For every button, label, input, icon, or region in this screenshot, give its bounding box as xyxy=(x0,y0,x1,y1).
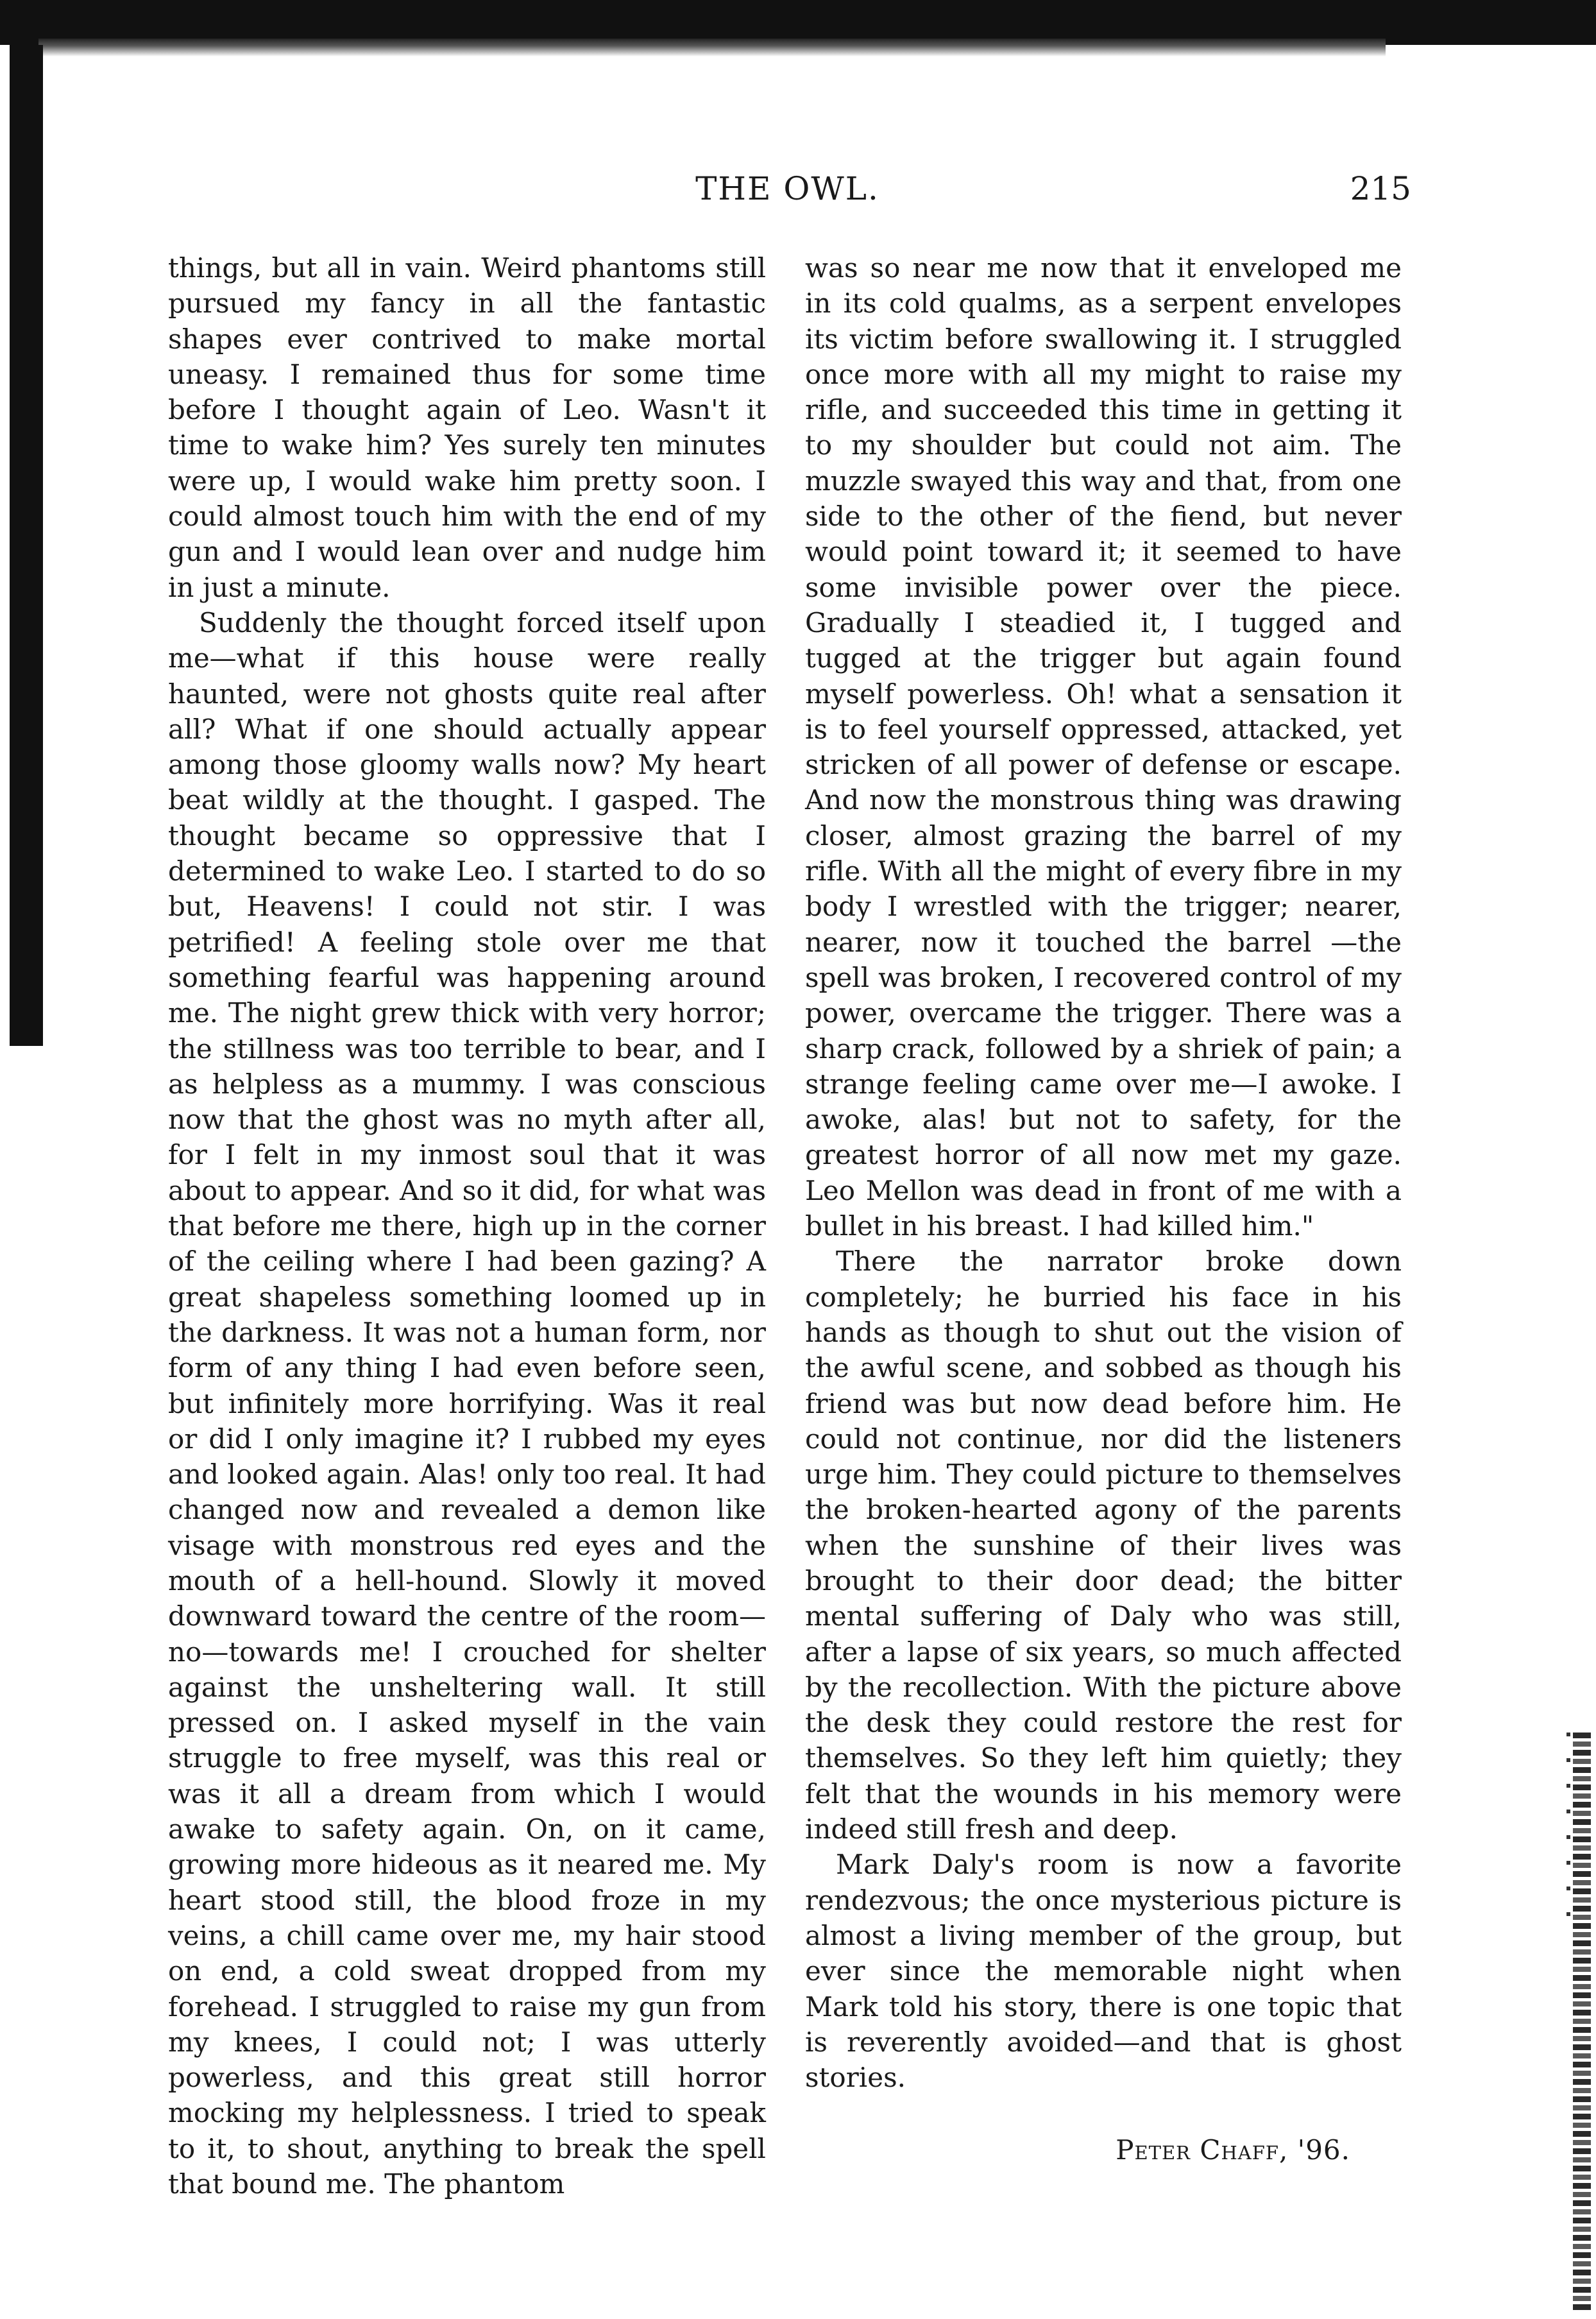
scan-edge-marks xyxy=(1566,1733,1570,1925)
running-header xyxy=(164,170,1411,221)
scan-edge-strip xyxy=(1573,1733,1591,2310)
paragraph: things, but all in vain. Weird phantoms still pursued my fancy in all the fantastic shapes ever contrived to make mortal uneasy. I remained thus for some time before I thought again of Leo. Wasn't it time to wake him? Yes surely ten minutes were up, I would wake him pretty soon. I could almost touch him with the end of my gun and I would lean over and nudge him in just a minute. xyxy=(168,252,766,603)
paragraph: Suddenly the thought forced itself upon me—what if this house were really haunted, were not ghosts quite real after all? What if one should actually appear among those gloomy walls now? My heart beat wildly at the thought. I gasped. The thought became so oppressive that I determined to wake Leo. I started to do so but, Heavens! I could not stir. I was petrified! A feeling stole over me that something fearful was happening around me. The night grew thick with very horror; the stillness was too terrible to bear, and I as helpless as a mummy. I was conscious now that the ghost was no myth after all, for I felt in my inmost soul that it was about to appear. And so it did, for what was that before me there, high up in the corner of the ceiling where I had been gazing? A great shapeless something loomed up in the darkness. It was not a human form, nor form of any thing I had even before seen, but infinitely more horrifying. Was it real or did I only imagine it? I rubbed my eyes and looked again. Alas! only too real. It had changed now and revealed a demon like visage with monstrous red eyes and the mouth of a hell-hound. Slowly it moved downward toward the centre of the room—no—towards me! I crouched for shelter against the unsheltering wall. It still pressed on. I asked myself in the vain struggle to free myself, was this real or was it all a dream from which I would awake to safety again. On, on it came, growing more hideous as it neared me. My heart stood still, the blood froze in my veins, a chill came over me, my hair stood on end, a cold sweat dropped from my forehead. I struggled to raise my gun from my knees, I could not; I was utterly powerless, and this great still horror mocking my helplessness. I tried to speak to it, to shout, anything to break the spell that bound me. The phantom xyxy=(168,606,766,2200)
paragraph: was so near me now that it enveloped me in its cold qualms, as a serpent envelopes its victim before swallowing it. I struggled once more with all my might to raise my rifle, and succeeded this time in getting it to my shoulder but could not aim. The muzzle swayed this way and that, from one side to the other of the fiend, but never would point toward it; it seemed to have some invisible power over the piece. Gradually I steadied it, I tugged and tugged at the trigger but again found myself powerless. Oh! what a sensation it is to feel yourself oppressed, attacked, yet stricken of all power of defense or escape. And now the monstrous thing was drawing closer, almost grazing the barrel of my rifle. With all the might of every fibre in my body I wrestled with the trigger; nearer, nearer, now it touched the barrel —the spell was broken, I recovered control of my power, overcame the trigger. There was a sharp crack, followed by a shriek of pain; a strange feeling came over me—I awoke. I awoke, alas! but not to safety, for the greatest horror of all now met my gaze. Leo Mellon was dead in front of me with a bullet in his breast. I had killed him." xyxy=(805,252,1402,1242)
left-column xyxy=(168,250,766,2202)
page-number: 215 xyxy=(1350,170,1411,207)
right-column xyxy=(805,250,1402,2168)
paragraph: There the narrator broke down completely; he burried his face in his hands as though to shut out the vision of the awful scene, and sobbed as though his friend was but now dead before him. He could not continue, nor did the listeners urge him. They could picture to themselves the broken-hearted agony of the parents when the sunshine of their lives was brought to their door dead; the bitter mental suffering of Daly who was still, after a lapse of six years, so much affected by the recollection. With the picture above the desk they could restore the rest for themselves. So they left him quietly; they felt that the wounds in his memory were indeed still fresh and deep. xyxy=(805,1245,1402,1845)
scan-border-left xyxy=(10,45,43,1046)
scan-border-shadow xyxy=(38,39,1386,56)
author-signature: Peter Chaff, '96. xyxy=(1116,2134,1350,2166)
paragraph: Mark Daly's room is now a favorite rendezvous; the once mysterious picture is almost a living member of the group, but ever since the memorable night when Mark told his story, there is one topic that is reverently avoided—and that is ghost stories. xyxy=(805,1849,1402,2094)
journal-title: THE OWL. xyxy=(695,170,879,207)
